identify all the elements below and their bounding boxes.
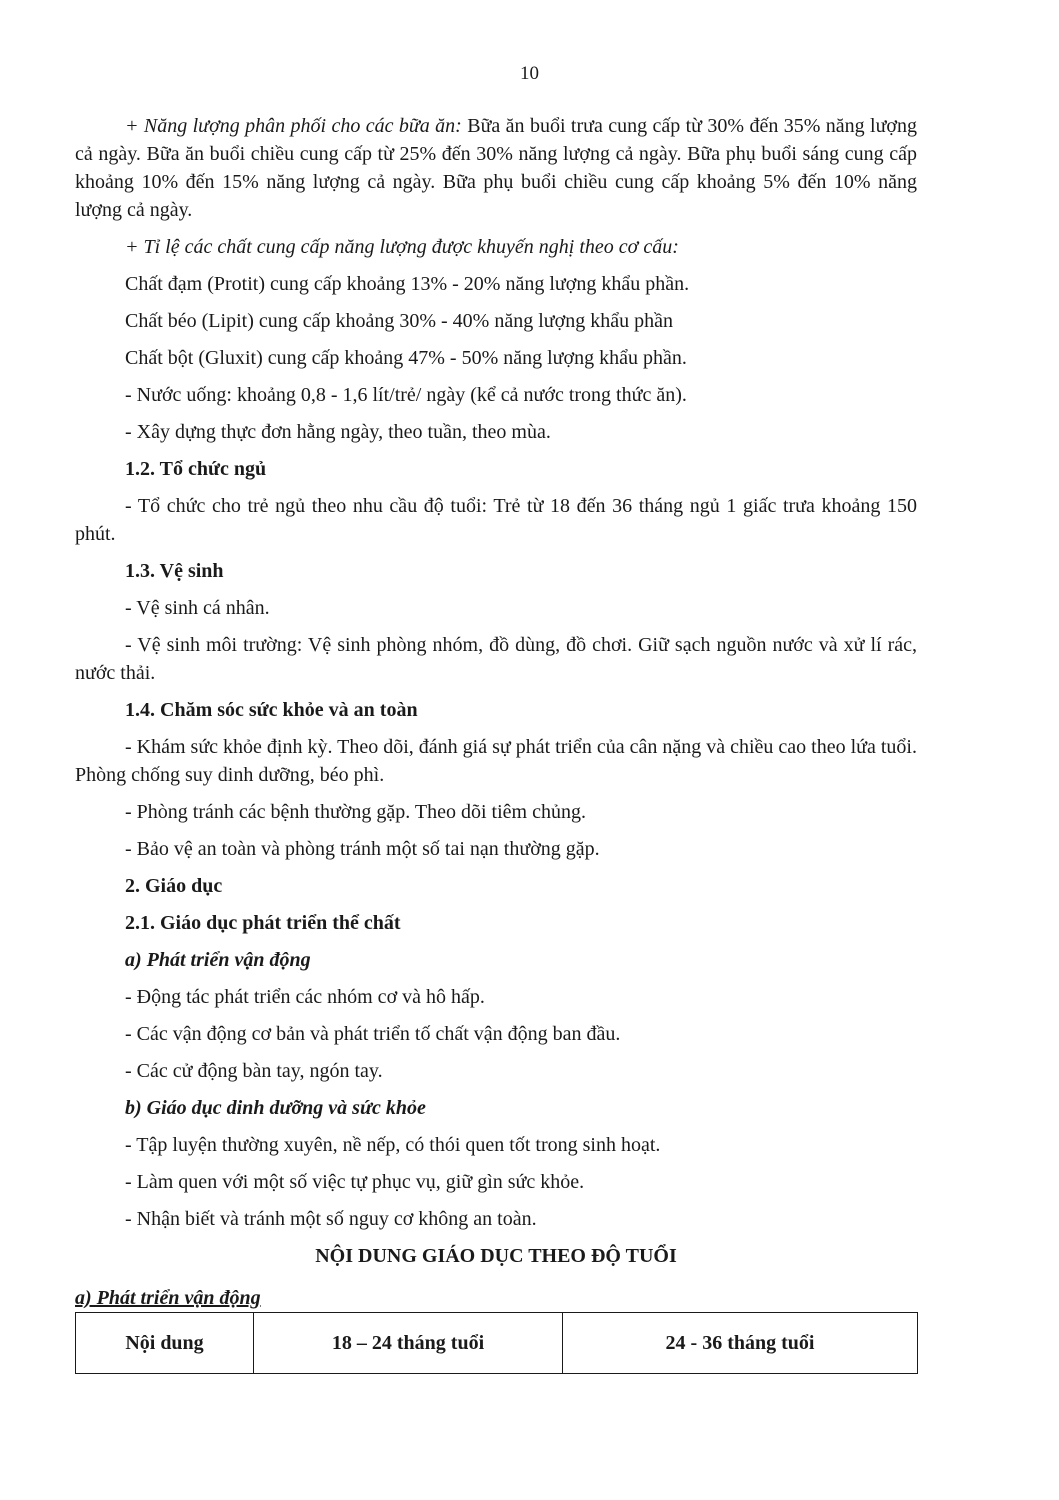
paragraph-health-check: - Khám sức khỏe định kỳ. Theo dõi, đánh giá sự phát triển của cân nặng và chiều cao theo lứa tuổi. Phòng chống suy dinh dưỡng, béo phì. xyxy=(75,736,917,786)
paragraph-protein: Chất đạm (Protit) cung cấp khoảng 13% - 20% năng lượng khẩu phần. xyxy=(125,273,690,295)
paragraph-regular-practice: - Tập luyện thường xuyên, nề nếp, có thói quen tốt trong sinh hoạt. xyxy=(125,1134,661,1156)
heading-physical-education: 2.1. Giáo dục phát triển thể chất xyxy=(125,912,401,934)
paragraph-glucid: Chất bột (Gluxit) cung cấp khoảng 47% - 50% năng lượng khẩu phần. xyxy=(125,347,687,369)
paragraph-safety: - Bảo vệ an toàn và phòng tránh một số tai nạn thường gặp. xyxy=(125,838,600,860)
paragraph-energy-ratio: + Tỉ lệ các chất cung cấp năng lượng được khuyến nghị theo cơ cấu: xyxy=(125,236,679,258)
page-number: 10 xyxy=(520,63,539,84)
paragraph-risk-awareness: - Nhận biết và tránh một số nguy cơ không an toàn. xyxy=(125,1208,537,1230)
paragraph-lipid: Chất béo (Lipit) cung cấp khoảng 30% - 40% năng lượng khẩu phần xyxy=(125,310,673,332)
table-caption xyxy=(75,1284,917,1312)
paragraph-basic-movement: - Các vận động cơ bản và phát triển tố chất vận động ban đầu. xyxy=(125,1023,621,1045)
page-body xyxy=(75,112,917,1374)
paragraph-text: Bữa ăn buổi trưa cung cấp từ 30% đến 35% năng lượng cả ngày. Bữa ăn buổi chiều cung cấp từ 25% đến 30% năng lượng cả ngày. Bữa phụ buổi sáng cung cấp khoảng 10% đến 15% năng lượng cả ngày. Bữa phụ buổi chiều cung cấp khoảng 5% đến 10% năng lượng cả ngày. xyxy=(75,115,918,221)
paragraph-energy-meals xyxy=(75,112,917,224)
heading-nutrition-health: b) Giáo dục dinh dưỡng và sức khỏe xyxy=(125,1097,426,1119)
paragraph-muscle-exercise: - Động tác phát triển các nhóm cơ và hô hấp. xyxy=(125,986,485,1008)
paragraph-sleep: - Tổ chức cho trẻ ngủ theo nhu cầu độ tuổi: Trẻ từ 18 đến 36 tháng ngủ 1 giấc trưa khoảng 150 phút. xyxy=(75,495,917,545)
heading-sleep: 1.2. Tổ chức ngủ xyxy=(125,458,267,480)
paragraph-environment-hygiene: - Vệ sinh môi trường: Vệ sinh phòng nhóm, đồ dùng, đồ chơi. Giữ sạch nguồn nước và xử lí rác, nước thải. xyxy=(75,634,917,684)
table-header-18-24-months: 18 – 24 tháng tuổi xyxy=(254,1313,563,1374)
paragraph-personal-hygiene: - Vệ sinh cá nhân. xyxy=(125,597,270,619)
paragraph-disease-prevention: - Phòng tránh các bệnh thường gặp. Theo dõi tiêm chủng. xyxy=(125,801,586,823)
heading-health-safety: 1.4. Chăm sóc sức khỏe và an toàn xyxy=(125,699,418,721)
paragraph-hand-movement: - Các cử động bàn tay, ngón tay. xyxy=(125,1060,383,1082)
paragraph-self-care: - Làm quen với một số việc tự phục vụ, giữ gìn sức khỏe. xyxy=(125,1171,585,1193)
table-header-row xyxy=(76,1313,918,1374)
heading-education: 2. Giáo dục xyxy=(125,875,223,897)
heading-hygiene: 1.3. Vệ sinh xyxy=(125,560,224,582)
paragraph-lead: + Năng lượng phân phối cho các bữa ăn: xyxy=(125,115,462,137)
paragraph-water: - Nước uống: khoảng 0,8 - 1,6 lít/trẻ/ ngày (kể cả nước trong thức ăn). xyxy=(125,384,687,406)
section-heading: NỘI DUNG GIÁO DỤC THEO ĐỘ TUỔI xyxy=(315,1245,677,1267)
table-header-content: Nội dung xyxy=(76,1313,254,1374)
content-table xyxy=(75,1312,918,1374)
table-caption-text: a) Phát triển vận động xyxy=(75,1287,261,1309)
paragraph-menu: - Xây dựng thực đơn hằng ngày, theo tuần, theo mùa. xyxy=(125,421,551,443)
table-header-24-36-months: 24 - 36 tháng tuổi xyxy=(563,1313,918,1374)
heading-motor-development: a) Phát triển vận động xyxy=(125,949,311,971)
